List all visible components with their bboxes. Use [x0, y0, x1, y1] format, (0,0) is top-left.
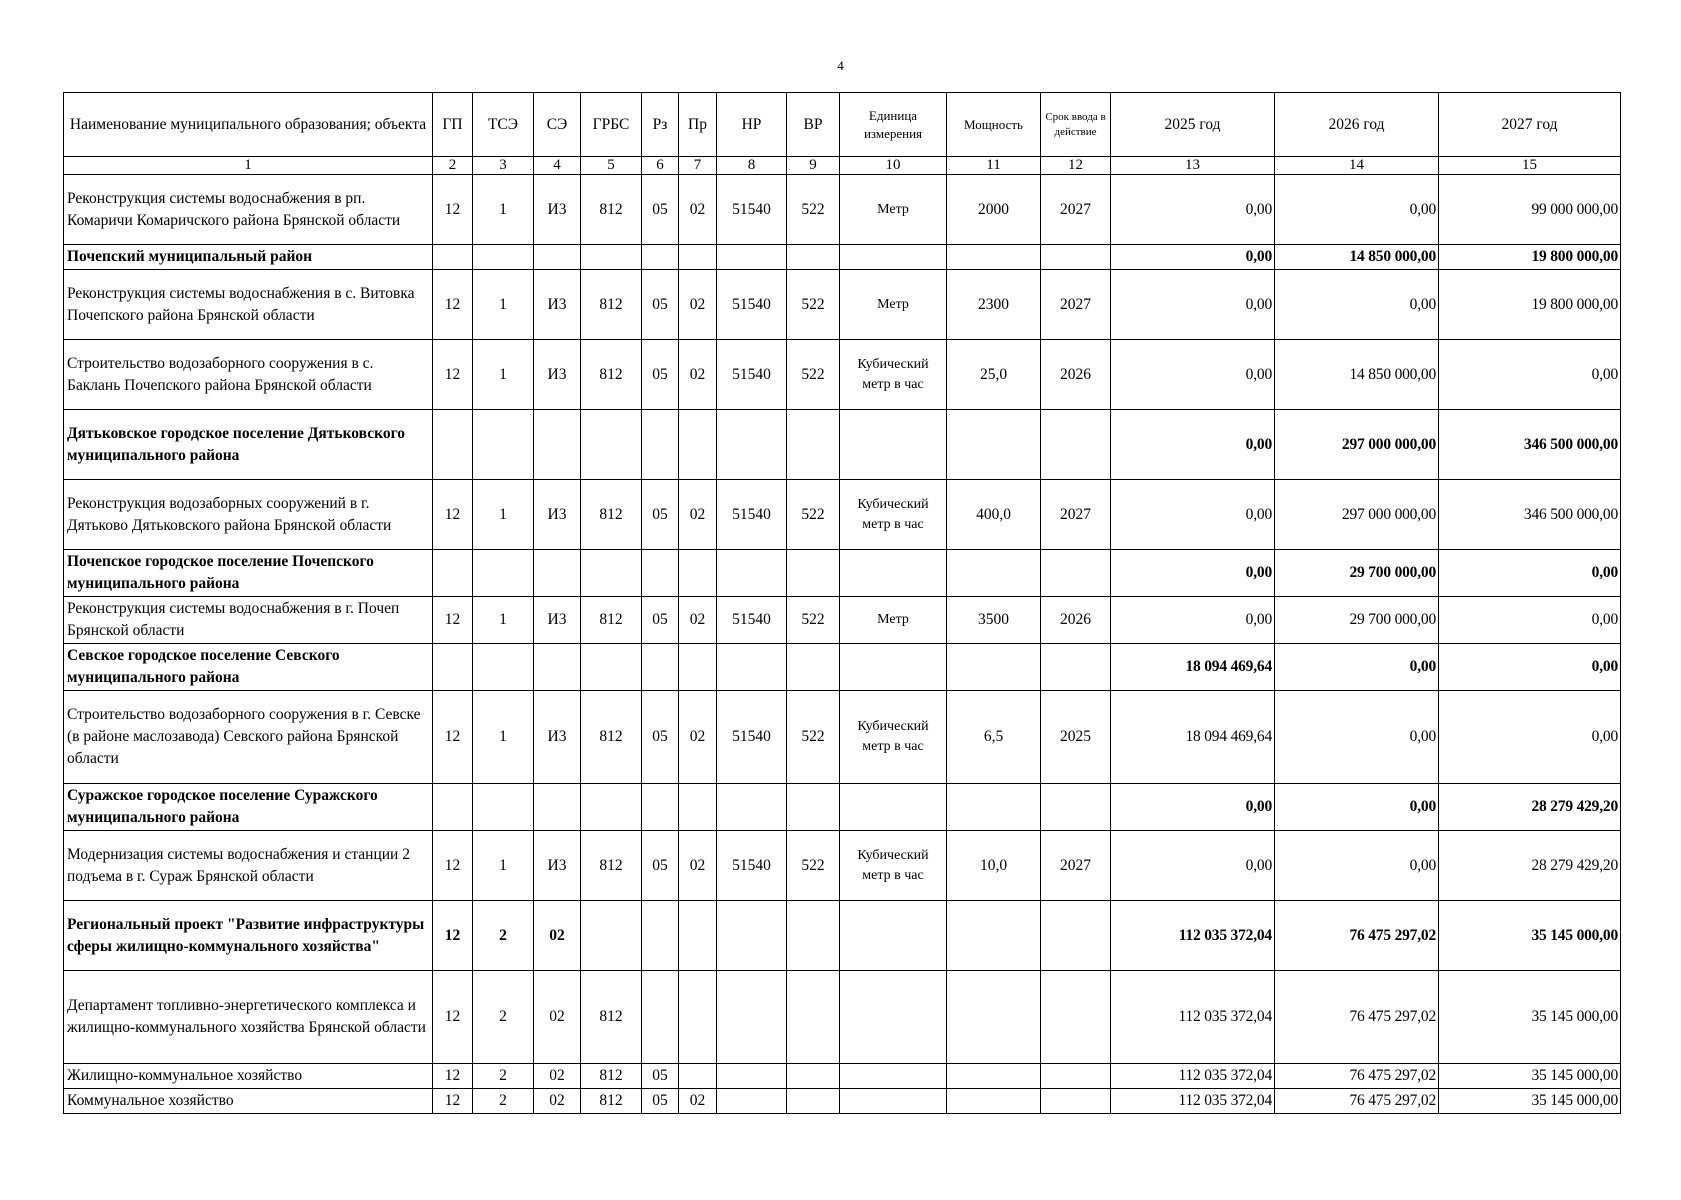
gp-cell — [433, 784, 473, 831]
object-name-cell: Строительство водозаборного сооружения в с. Баклань Почепского района Брянской области — [64, 340, 433, 410]
grbs-cell: 812 — [581, 597, 642, 644]
tse-cell: 1 — [473, 270, 534, 340]
rz-cell: 05 — [642, 270, 679, 340]
commissioning-year-cell — [1041, 971, 1111, 1064]
unit-cell — [840, 644, 947, 691]
unit-cell — [840, 1064, 947, 1089]
amount-2025-cell: 112 035 372,04 — [1111, 1089, 1275, 1114]
amount-2027-cell: 0,00 — [1439, 597, 1621, 644]
commissioning-year-cell — [1041, 1089, 1111, 1114]
commissioning-year-cell: 2026 — [1041, 597, 1111, 644]
pr-cell: 02 — [679, 1089, 717, 1114]
grbs-cell: 812 — [581, 480, 642, 550]
table-row — [64, 901, 1621, 971]
grbs-cell: 812 — [581, 175, 642, 245]
vr-cell — [787, 971, 840, 1064]
header-rz: Рз — [642, 93, 679, 157]
nr-cell: 51540 — [717, 175, 787, 245]
pr-cell — [679, 550, 717, 597]
object-name-cell: Почепский муниципальный район — [64, 245, 433, 270]
object-name-cell: Реконструкция системы водоснабжения в рп. Комаричи Комаричского района Брянской области — [64, 175, 433, 245]
commissioning-year-cell — [1041, 1064, 1111, 1089]
table-row — [64, 245, 1621, 270]
grbs-cell: 812 — [581, 340, 642, 410]
gp-cell: 12 — [433, 971, 473, 1064]
nr-cell: 51540 — [717, 340, 787, 410]
table-row — [64, 480, 1621, 550]
page-number: 4 — [837, 58, 844, 73]
amount-2025-cell: 0,00 — [1111, 784, 1275, 831]
tse-cell: 2 — [473, 971, 534, 1064]
vr-cell: 522 — [787, 340, 840, 410]
commissioning-year-cell — [1041, 784, 1111, 831]
column-number: 2 — [433, 157, 473, 175]
unit-cell — [840, 1089, 947, 1114]
tse-cell: 1 — [473, 831, 534, 901]
gp-cell: 12 — [433, 901, 473, 971]
grbs-cell: 812 — [581, 1089, 642, 1114]
header-2027: 2027 год — [1439, 93, 1621, 157]
se-cell: И3 — [534, 480, 581, 550]
capacity-cell: 25,0 — [947, 340, 1041, 410]
amount-2026-cell: 76 475 297,02 — [1275, 1064, 1439, 1089]
pr-cell: 02 — [679, 340, 717, 410]
header-pr: Пр — [679, 93, 717, 157]
unit-cell — [840, 550, 947, 597]
rz-cell: 05 — [642, 480, 679, 550]
se-cell: И3 — [534, 597, 581, 644]
column-number: 7 — [679, 157, 717, 175]
pr-cell: 02 — [679, 270, 717, 340]
commissioning-year-cell: 2027 — [1041, 480, 1111, 550]
amount-2026-cell: 0,00 — [1275, 784, 1439, 831]
se-cell — [534, 550, 581, 597]
amount-2027-cell: 19 800 000,00 — [1439, 245, 1621, 270]
vr-cell: 522 — [787, 270, 840, 340]
nr-cell: 51540 — [717, 270, 787, 340]
se-cell: И3 — [534, 831, 581, 901]
rz-cell — [642, 410, 679, 480]
vr-cell: 522 — [787, 175, 840, 245]
se-cell — [534, 410, 581, 480]
rz-cell: 05 — [642, 1089, 679, 1114]
amount-2026-cell: 297 000 000,00 — [1275, 410, 1439, 480]
grbs-cell: 812 — [581, 971, 642, 1064]
gp-cell: 12 — [433, 340, 473, 410]
commissioning-year-cell — [1041, 550, 1111, 597]
unit-cell — [840, 901, 947, 971]
tse-cell — [473, 644, 534, 691]
object-name-cell: Реконструкция водозаборных сооружений в г. Дятьково Дятьковского района Брянской области — [64, 480, 433, 550]
commissioning-year-cell: 2027 — [1041, 175, 1111, 245]
se-cell: 02 — [534, 1064, 581, 1089]
capacity-cell — [947, 644, 1041, 691]
amount-2027-cell: 35 145 000,00 — [1439, 901, 1621, 971]
amount-2025-cell: 112 035 372,04 — [1111, 971, 1275, 1064]
column-number: 13 — [1111, 157, 1275, 175]
grbs-cell — [581, 644, 642, 691]
unit-cell — [840, 971, 947, 1064]
amount-2026-cell: 0,00 — [1275, 644, 1439, 691]
column-number: 4 — [534, 157, 581, 175]
amount-2026-cell: 0,00 — [1275, 831, 1439, 901]
vr-cell — [787, 1064, 840, 1089]
amount-2025-cell: 0,00 — [1111, 270, 1275, 340]
gp-cell: 12 — [433, 480, 473, 550]
tse-cell: 2 — [473, 1064, 534, 1089]
table-row — [64, 691, 1621, 784]
nr-cell — [717, 784, 787, 831]
amount-2025-cell: 0,00 — [1111, 831, 1275, 901]
header-capacity: Мощность — [947, 93, 1041, 157]
header-2026: 2026 год — [1275, 93, 1439, 157]
table-row — [64, 340, 1621, 410]
vr-cell — [787, 245, 840, 270]
amount-2025-cell: 18 094 469,64 — [1111, 691, 1275, 784]
table-row — [64, 410, 1621, 480]
gp-cell: 12 — [433, 175, 473, 245]
pr-cell: 02 — [679, 831, 717, 901]
grbs-cell: 812 — [581, 1064, 642, 1089]
amount-2027-cell: 28 279 429,20 — [1439, 831, 1621, 901]
column-number: 12 — [1041, 157, 1111, 175]
amount-2026-cell: 0,00 — [1275, 175, 1439, 245]
commissioning-year-cell: 2026 — [1041, 340, 1111, 410]
column-number: 5 — [581, 157, 642, 175]
amount-2027-cell: 99 000 000,00 — [1439, 175, 1621, 245]
amount-2026-cell: 297 000 000,00 — [1275, 480, 1439, 550]
unit-cell: Метр — [840, 175, 947, 245]
se-cell: 02 — [534, 971, 581, 1064]
rz-cell: 05 — [642, 340, 679, 410]
tse-cell — [473, 550, 534, 597]
vr-cell: 522 — [787, 831, 840, 901]
column-number: 15 — [1439, 157, 1621, 175]
nr-cell: 51540 — [717, 831, 787, 901]
amount-2027-cell: 35 145 000,00 — [1439, 1089, 1621, 1114]
grbs-cell — [581, 410, 642, 480]
amount-2025-cell: 0,00 — [1111, 245, 1275, 270]
gp-cell — [433, 644, 473, 691]
header-name: Наименование муниципального образования; объекта — [64, 93, 433, 157]
capacity-cell: 400,0 — [947, 480, 1041, 550]
header-grbs: ГРБС — [581, 93, 642, 157]
commissioning-year-cell — [1041, 901, 1111, 971]
header-se: СЭ — [534, 93, 581, 157]
amount-2027-cell: 0,00 — [1439, 691, 1621, 784]
object-name-cell: Строительство водозаборного сооружения в г. Севске (в районе маслозавода) Севского района Брянской области — [64, 691, 433, 784]
table-row — [64, 1064, 1621, 1089]
commissioning-year-cell: 2027 — [1041, 270, 1111, 340]
amount-2025-cell: 0,00 — [1111, 175, 1275, 245]
gp-cell: 12 — [433, 597, 473, 644]
tse-cell — [473, 245, 534, 270]
object-name-cell: Жилищно-коммунальное хозяйство — [64, 1064, 433, 1089]
column-number: 6 — [642, 157, 679, 175]
amount-2027-cell: 346 500 000,00 — [1439, 410, 1621, 480]
vr-cell — [787, 1089, 840, 1114]
nr-cell — [717, 971, 787, 1064]
capacity-cell — [947, 245, 1041, 270]
rz-cell — [642, 971, 679, 1064]
vr-cell — [787, 901, 840, 971]
gp-cell — [433, 550, 473, 597]
table-row — [64, 784, 1621, 831]
vr-cell: 522 — [787, 597, 840, 644]
grbs-cell — [581, 550, 642, 597]
se-cell: 02 — [534, 1089, 581, 1114]
column-number-row — [64, 157, 1621, 175]
table-row — [64, 1089, 1621, 1114]
amount-2027-cell: 0,00 — [1439, 644, 1621, 691]
pr-cell: 02 — [679, 597, 717, 644]
commissioning-year-cell — [1041, 644, 1111, 691]
object-name-cell: Реконструкция системы водоснабжения в с. Витовка Почепского района Брянской области — [64, 270, 433, 340]
amount-2025-cell: 0,00 — [1111, 480, 1275, 550]
capacity-cell — [947, 784, 1041, 831]
amount-2027-cell: 0,00 — [1439, 550, 1621, 597]
object-name-cell: Реконструкция системы водоснабжения в г. Почеп Брянской области — [64, 597, 433, 644]
object-name-cell: Региональный проект "Развитие инфраструктуры сферы жилищно-коммунального хозяйства" — [64, 901, 433, 971]
capacity-cell: 3500 — [947, 597, 1041, 644]
se-cell — [534, 784, 581, 831]
nr-cell: 51540 — [717, 597, 787, 644]
amount-2025-cell: 18 094 469,64 — [1111, 644, 1275, 691]
header-nr: НР — [717, 93, 787, 157]
se-cell: 02 — [534, 901, 581, 971]
unit-cell: Кубический метр в час — [840, 831, 947, 901]
table-row — [64, 971, 1621, 1064]
gp-cell: 12 — [433, 1064, 473, 1089]
tse-cell — [473, 784, 534, 831]
pr-cell — [679, 971, 717, 1064]
rz-cell: 05 — [642, 691, 679, 784]
rz-cell: 05 — [642, 831, 679, 901]
gp-cell — [433, 410, 473, 480]
object-name-cell: Севское городское поселение Севского муниципального района — [64, 644, 433, 691]
vr-cell — [787, 784, 840, 831]
pr-cell: 02 — [679, 691, 717, 784]
pr-cell: 02 — [679, 480, 717, 550]
amount-2027-cell: 28 279 429,20 — [1439, 784, 1621, 831]
se-cell: И3 — [534, 691, 581, 784]
rz-cell: 05 — [642, 597, 679, 644]
vr-cell: 522 — [787, 691, 840, 784]
pr-cell: 02 — [679, 175, 717, 245]
commissioning-year-cell: 2027 — [1041, 831, 1111, 901]
unit-cell: Метр — [840, 270, 947, 340]
amount-2026-cell: 0,00 — [1275, 691, 1439, 784]
amount-2027-cell: 35 145 000,00 — [1439, 1064, 1621, 1089]
object-name-cell: Модернизация системы водоснабжения и станции 2 подъема в г. Сураж Брянской области — [64, 831, 433, 901]
pr-cell — [679, 644, 717, 691]
amount-2026-cell: 14 850 000,00 — [1275, 340, 1439, 410]
unit-cell — [840, 410, 947, 480]
nr-cell — [717, 1064, 787, 1089]
header-commissioning: Срок ввода в действие — [1041, 93, 1111, 157]
amount-2026-cell: 76 475 297,02 — [1275, 901, 1439, 971]
amount-2025-cell: 0,00 — [1111, 410, 1275, 480]
commissioning-year-cell — [1041, 245, 1111, 270]
table-row — [64, 550, 1621, 597]
capacity-cell — [947, 971, 1041, 1064]
object-name-cell: Суражское городское поселение Суражского муниципального района — [64, 784, 433, 831]
column-number: 3 — [473, 157, 534, 175]
grbs-cell — [581, 901, 642, 971]
unit-cell: Кубический метр в час — [840, 691, 947, 784]
tse-cell: 1 — [473, 175, 534, 245]
column-number: 1 — [64, 157, 433, 175]
capacity-cell — [947, 410, 1041, 480]
amount-2027-cell: 0,00 — [1439, 340, 1621, 410]
tse-cell: 1 — [473, 597, 534, 644]
table-body — [64, 175, 1621, 1114]
table-row — [64, 175, 1621, 245]
column-number: 11 — [947, 157, 1041, 175]
amount-2026-cell: 29 700 000,00 — [1275, 597, 1439, 644]
tse-cell: 2 — [473, 1089, 534, 1114]
nr-cell — [717, 1089, 787, 1114]
grbs-cell — [581, 784, 642, 831]
table-row — [64, 644, 1621, 691]
vr-cell — [787, 644, 840, 691]
pr-cell — [679, 245, 717, 270]
nr-cell — [717, 644, 787, 691]
tse-cell: 1 — [473, 691, 534, 784]
capacity-cell — [947, 901, 1041, 971]
header-tse: ТСЭ — [473, 93, 534, 157]
pr-cell — [679, 784, 717, 831]
capacity-cell — [947, 550, 1041, 597]
grbs-cell: 812 — [581, 691, 642, 784]
rz-cell — [642, 644, 679, 691]
pr-cell — [679, 410, 717, 480]
rz-cell — [642, 550, 679, 597]
amount-2026-cell: 76 475 297,02 — [1275, 971, 1439, 1064]
tse-cell: 1 — [473, 340, 534, 410]
grbs-cell: 812 — [581, 831, 642, 901]
unit-cell: Метр — [840, 597, 947, 644]
vr-cell: 522 — [787, 480, 840, 550]
commissioning-year-cell: 2025 — [1041, 691, 1111, 784]
vr-cell — [787, 550, 840, 597]
object-name-cell: Коммунальное хозяйство — [64, 1089, 433, 1114]
se-cell: И3 — [534, 175, 581, 245]
nr-cell — [717, 901, 787, 971]
object-name-cell: Почепское городское поселение Почепского муниципального района — [64, 550, 433, 597]
commissioning-year-cell — [1041, 410, 1111, 480]
gp-cell: 12 — [433, 831, 473, 901]
capacity-cell: 2300 — [947, 270, 1041, 340]
amount-2027-cell: 35 145 000,00 — [1439, 971, 1621, 1064]
unit-cell: Кубический метр в час — [840, 480, 947, 550]
amount-2026-cell: 14 850 000,00 — [1275, 245, 1439, 270]
tse-cell: 1 — [473, 480, 534, 550]
gp-cell: 12 — [433, 270, 473, 340]
se-cell — [534, 245, 581, 270]
rz-cell — [642, 784, 679, 831]
tse-cell — [473, 410, 534, 480]
column-number: 8 — [717, 157, 787, 175]
gp-cell: 12 — [433, 1089, 473, 1114]
table-header-row — [64, 93, 1621, 157]
se-cell: И3 — [534, 340, 581, 410]
table-row — [64, 831, 1621, 901]
table-row — [64, 597, 1621, 644]
amount-2025-cell: 0,00 — [1111, 597, 1275, 644]
pr-cell — [679, 901, 717, 971]
nr-cell: 51540 — [717, 691, 787, 784]
unit-cell — [840, 245, 947, 270]
header-unit: Единица измерения — [840, 93, 947, 157]
rz-cell: 05 — [642, 175, 679, 245]
header-2025: 2025 год — [1111, 93, 1275, 157]
amount-2027-cell: 19 800 000,00 — [1439, 270, 1621, 340]
amount-2025-cell: 0,00 — [1111, 550, 1275, 597]
capacity-cell — [947, 1089, 1041, 1114]
unit-cell: Кубический метр в час — [840, 340, 947, 410]
rz-cell: 05 — [642, 1064, 679, 1089]
amount-2026-cell: 76 475 297,02 — [1275, 1089, 1439, 1114]
capacity-cell: 10,0 — [947, 831, 1041, 901]
se-cell: И3 — [534, 270, 581, 340]
amount-2025-cell: 112 035 372,04 — [1111, 901, 1275, 971]
nr-cell: 51540 — [717, 480, 787, 550]
amount-2026-cell: 0,00 — [1275, 270, 1439, 340]
table-row — [64, 270, 1621, 340]
nr-cell — [717, 245, 787, 270]
column-number: 10 — [840, 157, 947, 175]
nr-cell — [717, 550, 787, 597]
amount-2025-cell: 0,00 — [1111, 340, 1275, 410]
gp-cell — [433, 245, 473, 270]
header-vr: ВР — [787, 93, 840, 157]
pr-cell — [679, 1064, 717, 1089]
column-number: 14 — [1275, 157, 1439, 175]
grbs-cell: 812 — [581, 270, 642, 340]
unit-cell — [840, 784, 947, 831]
amount-2026-cell: 29 700 000,00 — [1275, 550, 1439, 597]
object-name-cell: Департамент топливно-энергетического комплекса и жилищно-коммунального хозяйства Брянской области — [64, 971, 433, 1064]
rz-cell — [642, 245, 679, 270]
object-name-cell: Дятьковское городское поселение Дятьковского муниципального района — [64, 410, 433, 480]
capacity-cell: 2000 — [947, 175, 1041, 245]
vr-cell — [787, 410, 840, 480]
nr-cell — [717, 410, 787, 480]
grbs-cell — [581, 245, 642, 270]
gp-cell: 12 — [433, 691, 473, 784]
header-gp: ГП — [433, 93, 473, 157]
tse-cell: 2 — [473, 901, 534, 971]
budget-table — [63, 92, 1621, 1114]
capacity-cell: 6,5 — [947, 691, 1041, 784]
amount-2025-cell: 112 035 372,04 — [1111, 1064, 1275, 1089]
amount-2027-cell: 346 500 000,00 — [1439, 480, 1621, 550]
capacity-cell — [947, 1064, 1041, 1089]
rz-cell — [642, 901, 679, 971]
column-number: 9 — [787, 157, 840, 175]
se-cell — [534, 644, 581, 691]
